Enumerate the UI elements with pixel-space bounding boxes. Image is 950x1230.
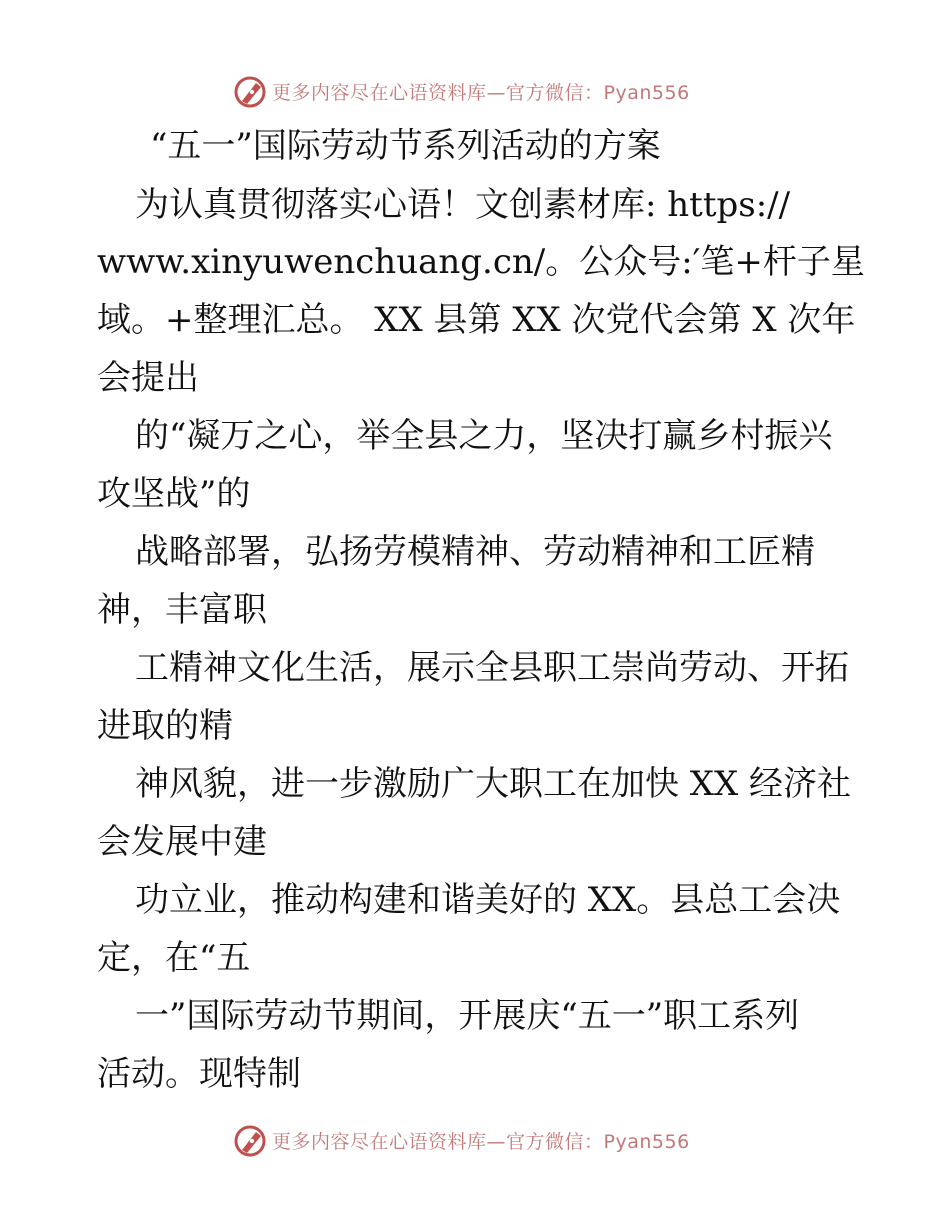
body-line: 的“凝万之心，举全县之力，坚决打赢乡村振兴 [135, 416, 833, 456]
body-line: 功立业，推动构建和谐美好的 XX。县总工会决 [135, 880, 841, 920]
body-line: 会提出 [97, 358, 199, 398]
body-line: 工精神文化生活，展示全县职工崇尚劳动、开拓 [135, 648, 849, 688]
body-line: 神，丰富职 [97, 590, 267, 630]
document-title: “五一”国际劳动节系列活动的方案 [150, 126, 661, 166]
body-line: 进取的精 [97, 706, 233, 746]
body-line: 会发展中建 [97, 822, 267, 862]
body-line: 神风貌，进一步激励广大职工在加快 XX 经济社 [135, 764, 852, 804]
body-line: 为认真贯彻落实心语！文创素材库: https:// [135, 185, 791, 225]
header-watermark [232, 73, 690, 109]
pen-nib-logo-icon [232, 73, 268, 109]
watermark-text: 更多内容尽在心语资料库—官方微信：Pyan556 [272, 81, 690, 104]
body-line: 活动。现特制 [97, 1054, 301, 1094]
body-line: www.xinyuwenchuang.cn/。公众号:′笔+杆子星 [97, 242, 865, 282]
body-line: 定，在“五 [97, 938, 251, 978]
body-line: 攻坚战”的 [97, 474, 251, 514]
body-line: 域。+整理汇总。 XX 县第 XX 次党代会第 X 次年 [97, 300, 856, 340]
pen-nib-logo-icon [232, 1122, 268, 1158]
body-line: 一”国际劳动节期间，开展庆“五一”职工系列 [135, 996, 800, 1036]
body-line: 战略部署，弘扬劳模精神、劳动精神和工匠精 [135, 532, 815, 572]
footer-watermark [232, 1122, 690, 1158]
watermark-text: 更多内容尽在心语资料库—官方微信：Pyan556 [272, 1130, 690, 1153]
